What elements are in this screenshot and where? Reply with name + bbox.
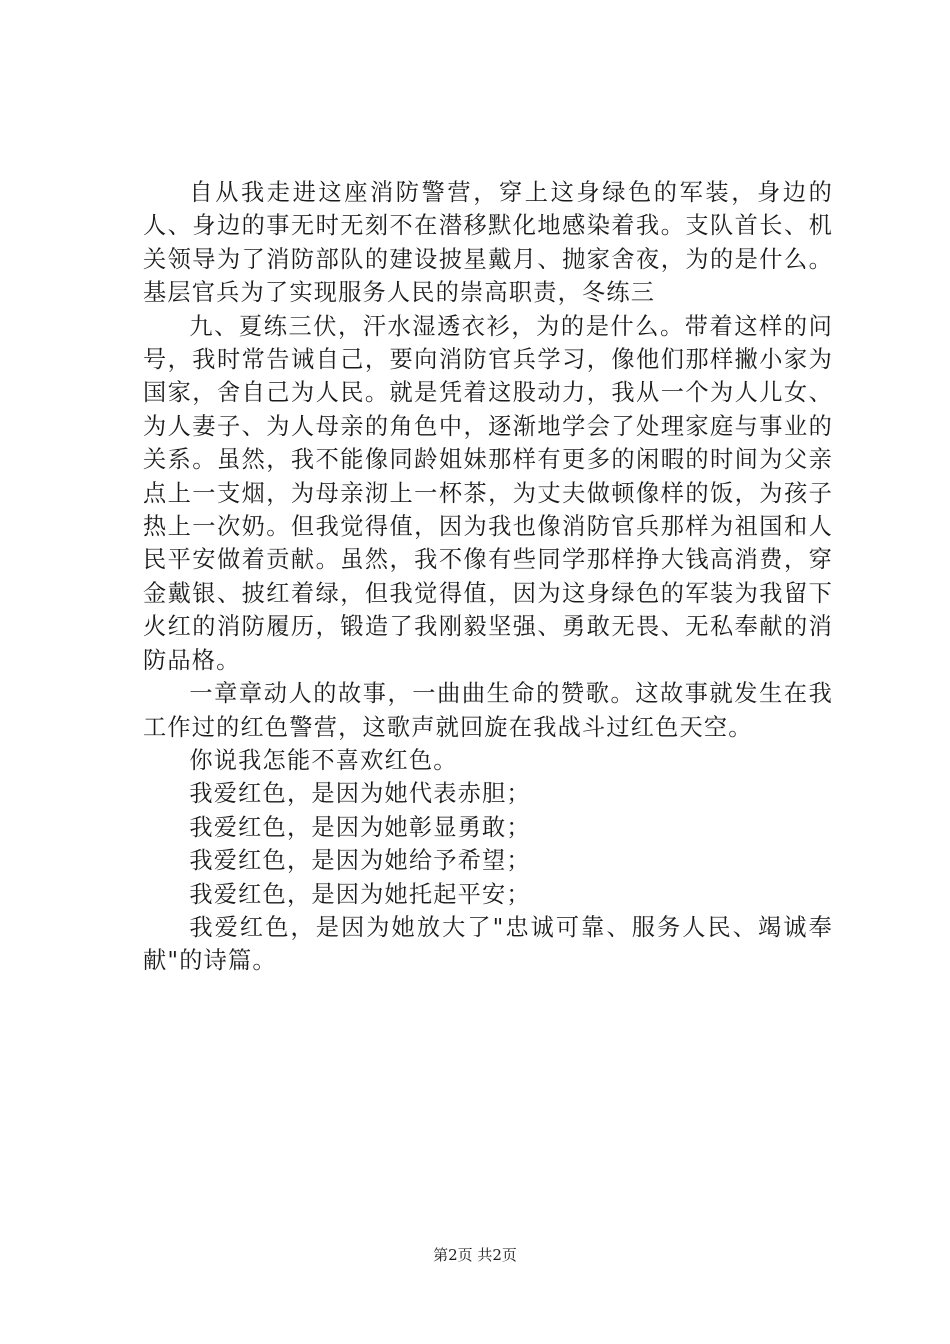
document-body [143, 176, 833, 978]
paragraph: 一章章动人的故事，一曲曲生命的赞歌。这故事就发生在我工作过的红色警营，这歌声就回旋在我战斗过红色天空。 [143, 680, 833, 741]
paragraph: 我爱红色，是因为她代表赤胆； [189, 780, 531, 808]
paragraph: 我爱红色，是因为她彰显勇敢； [189, 813, 531, 841]
paragraph: 我爱红色，是因为她托起平安； [189, 880, 531, 908]
paragraph: 自从我走进这座消防警营，穿上这身绿色的军装，身边的人、身边的事无时无刻不在潜移默化地感染着我。支队首长、机关领导为了消防部队的建设披星戴月、抛家舍夜，为的是什么。基层官兵为了实现服务人民的崇高职责，冬练三 [143, 179, 833, 307]
paragraph: 我爱红色，是因为她放大了"忠诚可靠、服务人民、竭诚奉献"的诗篇。 [143, 913, 833, 975]
paragraph: 九、夏练三伏，汗水湿透衣衫，为的是什么。带着这样的问号，我时常告诫自己，要向消防官兵学习，像他们那样撇小家为国家，舍自己为人民。就是凭着这股动力，我从一个为人儿女、为人妻子、为人母亲的角色中，逐渐地学会了处理家庭与事业的关系。虽然，我不能像同龄姐妹那样有更多的闲暇的时间为父亲点上一支烟，为母亲沏上一杯茶，为丈夫做顿像样的饭，为孩子热上一次奶。但我觉得值，因为我也像消防官兵那样为祖国和人民平安做着贡献。虽然，我不像有些同学那样挣大钱高消费，穿金戴银、披红着绿，但我觉得值，因为这身绿色的军装为我留下火红的消防履历，锻造了我刚毅坚强、勇敢无畏、无私奉献的消防品格。 [143, 312, 833, 674]
paragraph: 我爱红色，是因为她给予希望； [189, 847, 531, 875]
paragraph: 你说我怎能不喜欢红色。 [189, 746, 458, 774]
page-number-footer: 第2页 共2页 [433, 1246, 517, 1264]
